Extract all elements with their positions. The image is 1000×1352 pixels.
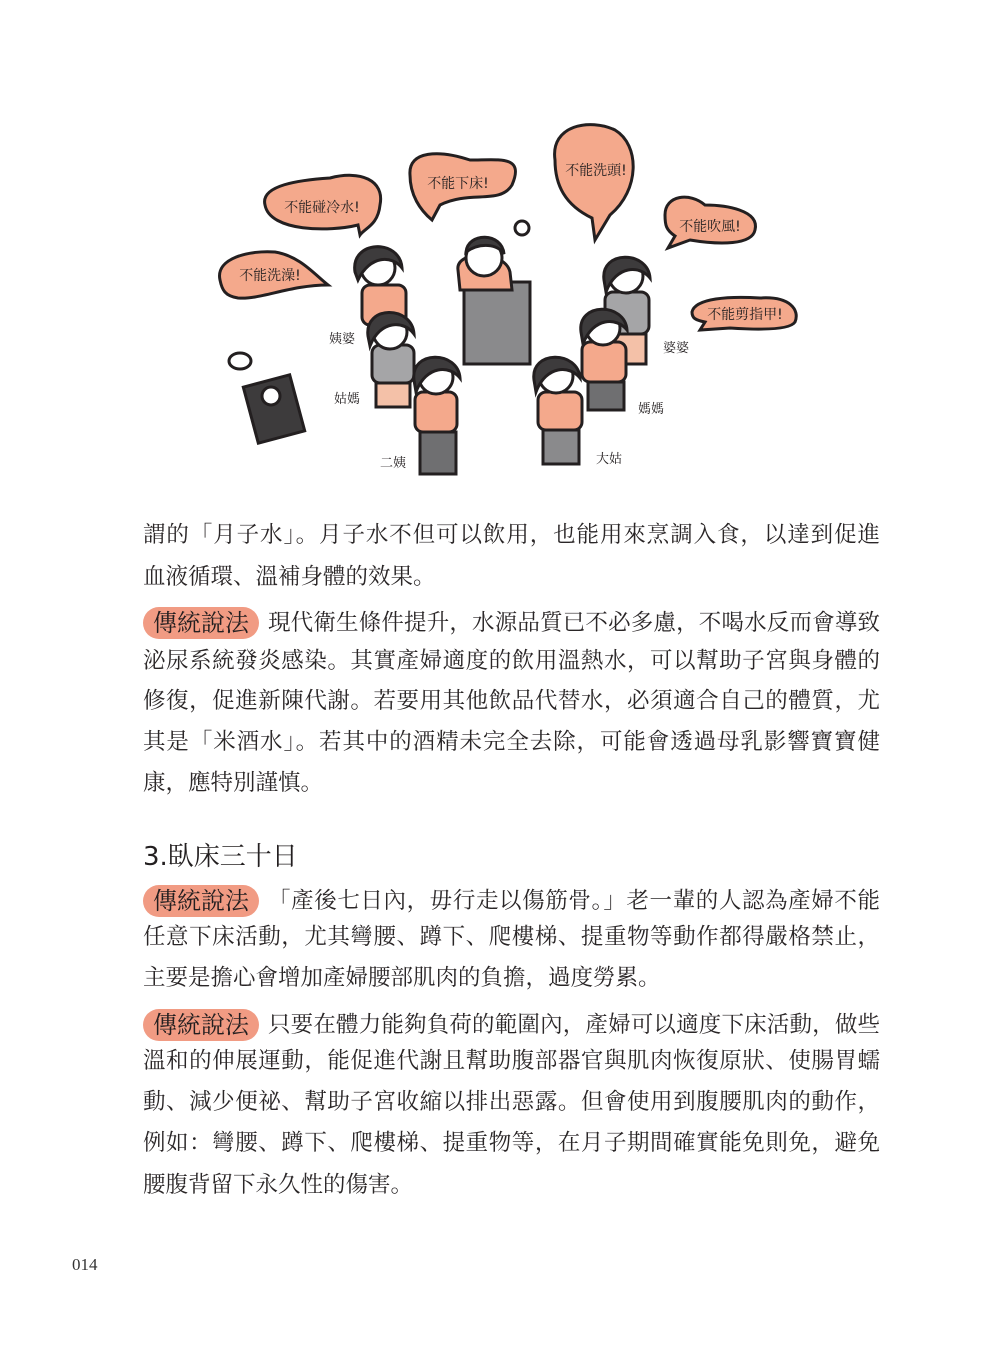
- text-line: 動、減少便祕、幫助子宮收縮以排出惡露。但會使用到腹腰肌肉的動作，: [143, 1089, 880, 1115]
- figure-label: 姑媽: [334, 392, 361, 407]
- text-line: 現代衛生條件提升，水源品質已不必多慮，不喝水反而會導致: [268, 610, 880, 636]
- text-line: 溫和的伸展運動，能促進代謝且幫助腹部器官與肌肉恢復原狀、使腸胃蠕: [143, 1048, 880, 1074]
- traditional-saying-badge: 傳統說法: [143, 885, 259, 917]
- figure-label: 二姨: [380, 456, 407, 471]
- bubble-text: 不能洗澡!: [239, 268, 301, 284]
- bubble-text: 不能洗頭!: [565, 163, 627, 179]
- figure-label: 媽媽: [638, 402, 665, 417]
- text-line: 主要是擔心會增加產婦腰部肌肉的負擔，過度勞累。: [143, 965, 661, 991]
- figure-label: 姨婆: [329, 332, 356, 347]
- bubble-text: 不能剪指甲!: [707, 307, 783, 323]
- traditional-saying-badge: 傳統說法: [143, 607, 259, 639]
- baby-photo: [229, 353, 305, 443]
- bubble-text: 不能下床!: [427, 176, 489, 192]
- text-line: 只要在體力能夠負荷的範圍內，產婦可以適度下床活動，做些: [268, 1012, 880, 1038]
- page-number: 014: [72, 1255, 98, 1274]
- bubble-text: 不能吹風!: [679, 219, 741, 235]
- text-line: 謂的「月子水」。月子水不但可以飲用，也能用來烹調入食，以達到促進: [143, 522, 880, 548]
- section-heading: 3.臥床三十日: [143, 842, 298, 872]
- figure-label: 大姑: [596, 452, 623, 467]
- text-line: 其是「米酒水」。若其中的酒精未完全去除，可能會透過母乳影響寶寶健: [143, 729, 880, 755]
- text-line: 例如：彎腰、蹲下、爬樓梯、提重物等，在月子期間確實能免則免，避免: [143, 1130, 880, 1156]
- figure-label: 婆婆: [663, 341, 690, 356]
- traditional-saying-badge: 傳統說法: [143, 1009, 259, 1041]
- bubble-text: 不能碰冷水!: [284, 200, 360, 216]
- speech-bubble: [555, 125, 634, 240]
- text-line: 泌尿系統發炎感染。其實產婦適度的飲用溫熱水，可以幫助子宮與身體的: [143, 648, 880, 674]
- mother-in-bed: [458, 221, 530, 364]
- illustration-relatives-advice: [0, 0, 1000, 500]
- text-line: 「產後七日內，毋行走以傷筋骨。」老一輩的人認為產婦不能: [268, 888, 880, 914]
- text-line: 血液循環、溫補身體的效果。: [143, 564, 436, 590]
- text-line: 任意下床活動，尤其彎腰、蹲下、爬樓梯、提重物等動作都得嚴格禁止，: [143, 924, 880, 950]
- text-line: 康，應特別謹慎。: [143, 770, 324, 796]
- text-line: 腰腹背留下永久性的傷害。: [143, 1172, 414, 1198]
- text-line: 修復，促進新陳代謝。若要用其他飲品代替水，必須適合自己的體質，尤: [143, 688, 880, 714]
